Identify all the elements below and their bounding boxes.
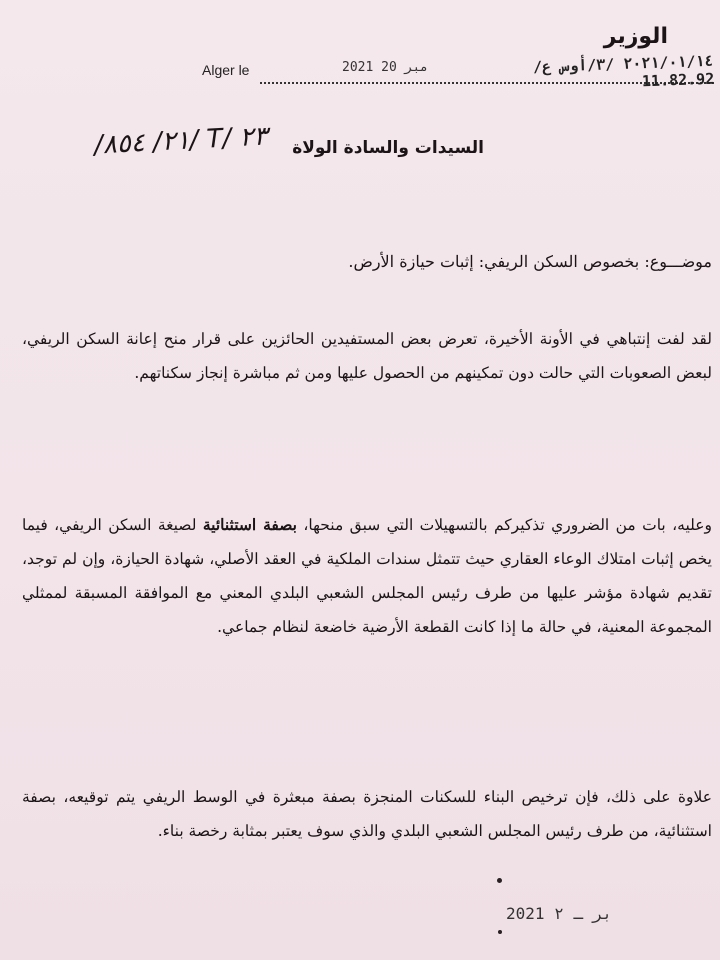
paragraph-2-start: وعليه، بات من الضروري تذكيركم بالتسهيلات التي سبق منحها، — [303, 516, 712, 534]
subject-label: موضـــوع: — [644, 252, 712, 271]
reference-number: /٢١/ ٨٥٤/ T/ ٢٣ — [93, 121, 269, 161]
date-value: 2021 مبر 20 — [342, 60, 429, 75]
paragraph-2-end: لصيغة السكن الريفي، فيما يخص إثبات امتلاك الوعاء العقاري حيث تتمثل سندات الملكية في العقد الأصلي، شهادة الحيازة، وإن لم توجد، تقديم شهادة مؤشر عليها من طرف رئيس المجلس الشعبي البلدي المعني مع الموافقة المسبقة لممثلي المجموعة المعنية، في حالة ما إذا كانت القطعة الأرضية خاضعة لنظام جماعي. — [22, 516, 712, 636]
paragraph-1: لقد لفت إنتباهي في الأونة الأخيرة، تعرض بعض المستفيدين الحائزين على قرار منح إعانة السكن الريفي، لبعض الصعوبات التي حالت دون تمكينهم من الحصول عليها ومن ثم مباشرة إنجاز سكناتهم. — [22, 330, 712, 382]
addressee: السيدات والسادة الولاة — [292, 138, 484, 158]
ink-dot — [497, 878, 502, 883]
signature-date: 2021 بر ـ ٢ — [506, 904, 612, 923]
sender-title: الوزير — [603, 24, 668, 49]
subject-text: بخصوص السكن الريفي: إثبات حيازة الأرض. — [348, 252, 640, 271]
ink-dot — [498, 930, 502, 934]
registry-stamp: ٢٠٢١/٠١/١٤ /٣/أوس ع/ 11.82.92 — [532, 51, 715, 91]
paragraph-2-emphasis: بصفة استثنائية — [202, 515, 297, 534]
date-label: Alger le — [202, 62, 250, 78]
date-line — [202, 51, 715, 100]
paragraph-2 — [22, 508, 712, 644]
subject-line — [12, 252, 712, 271]
paragraph-3: علاوة على ذلك، فإن ترخيص البناء للسكنات المنجزة بصفة مبعثرة في الوسط الريفي يتم توقيعه، بصفة استثنائية، من طرف رئيس المجلس الشعبي البلدي والذي سوف يعتبر بمثابة رخصة بناء. — [22, 788, 712, 840]
